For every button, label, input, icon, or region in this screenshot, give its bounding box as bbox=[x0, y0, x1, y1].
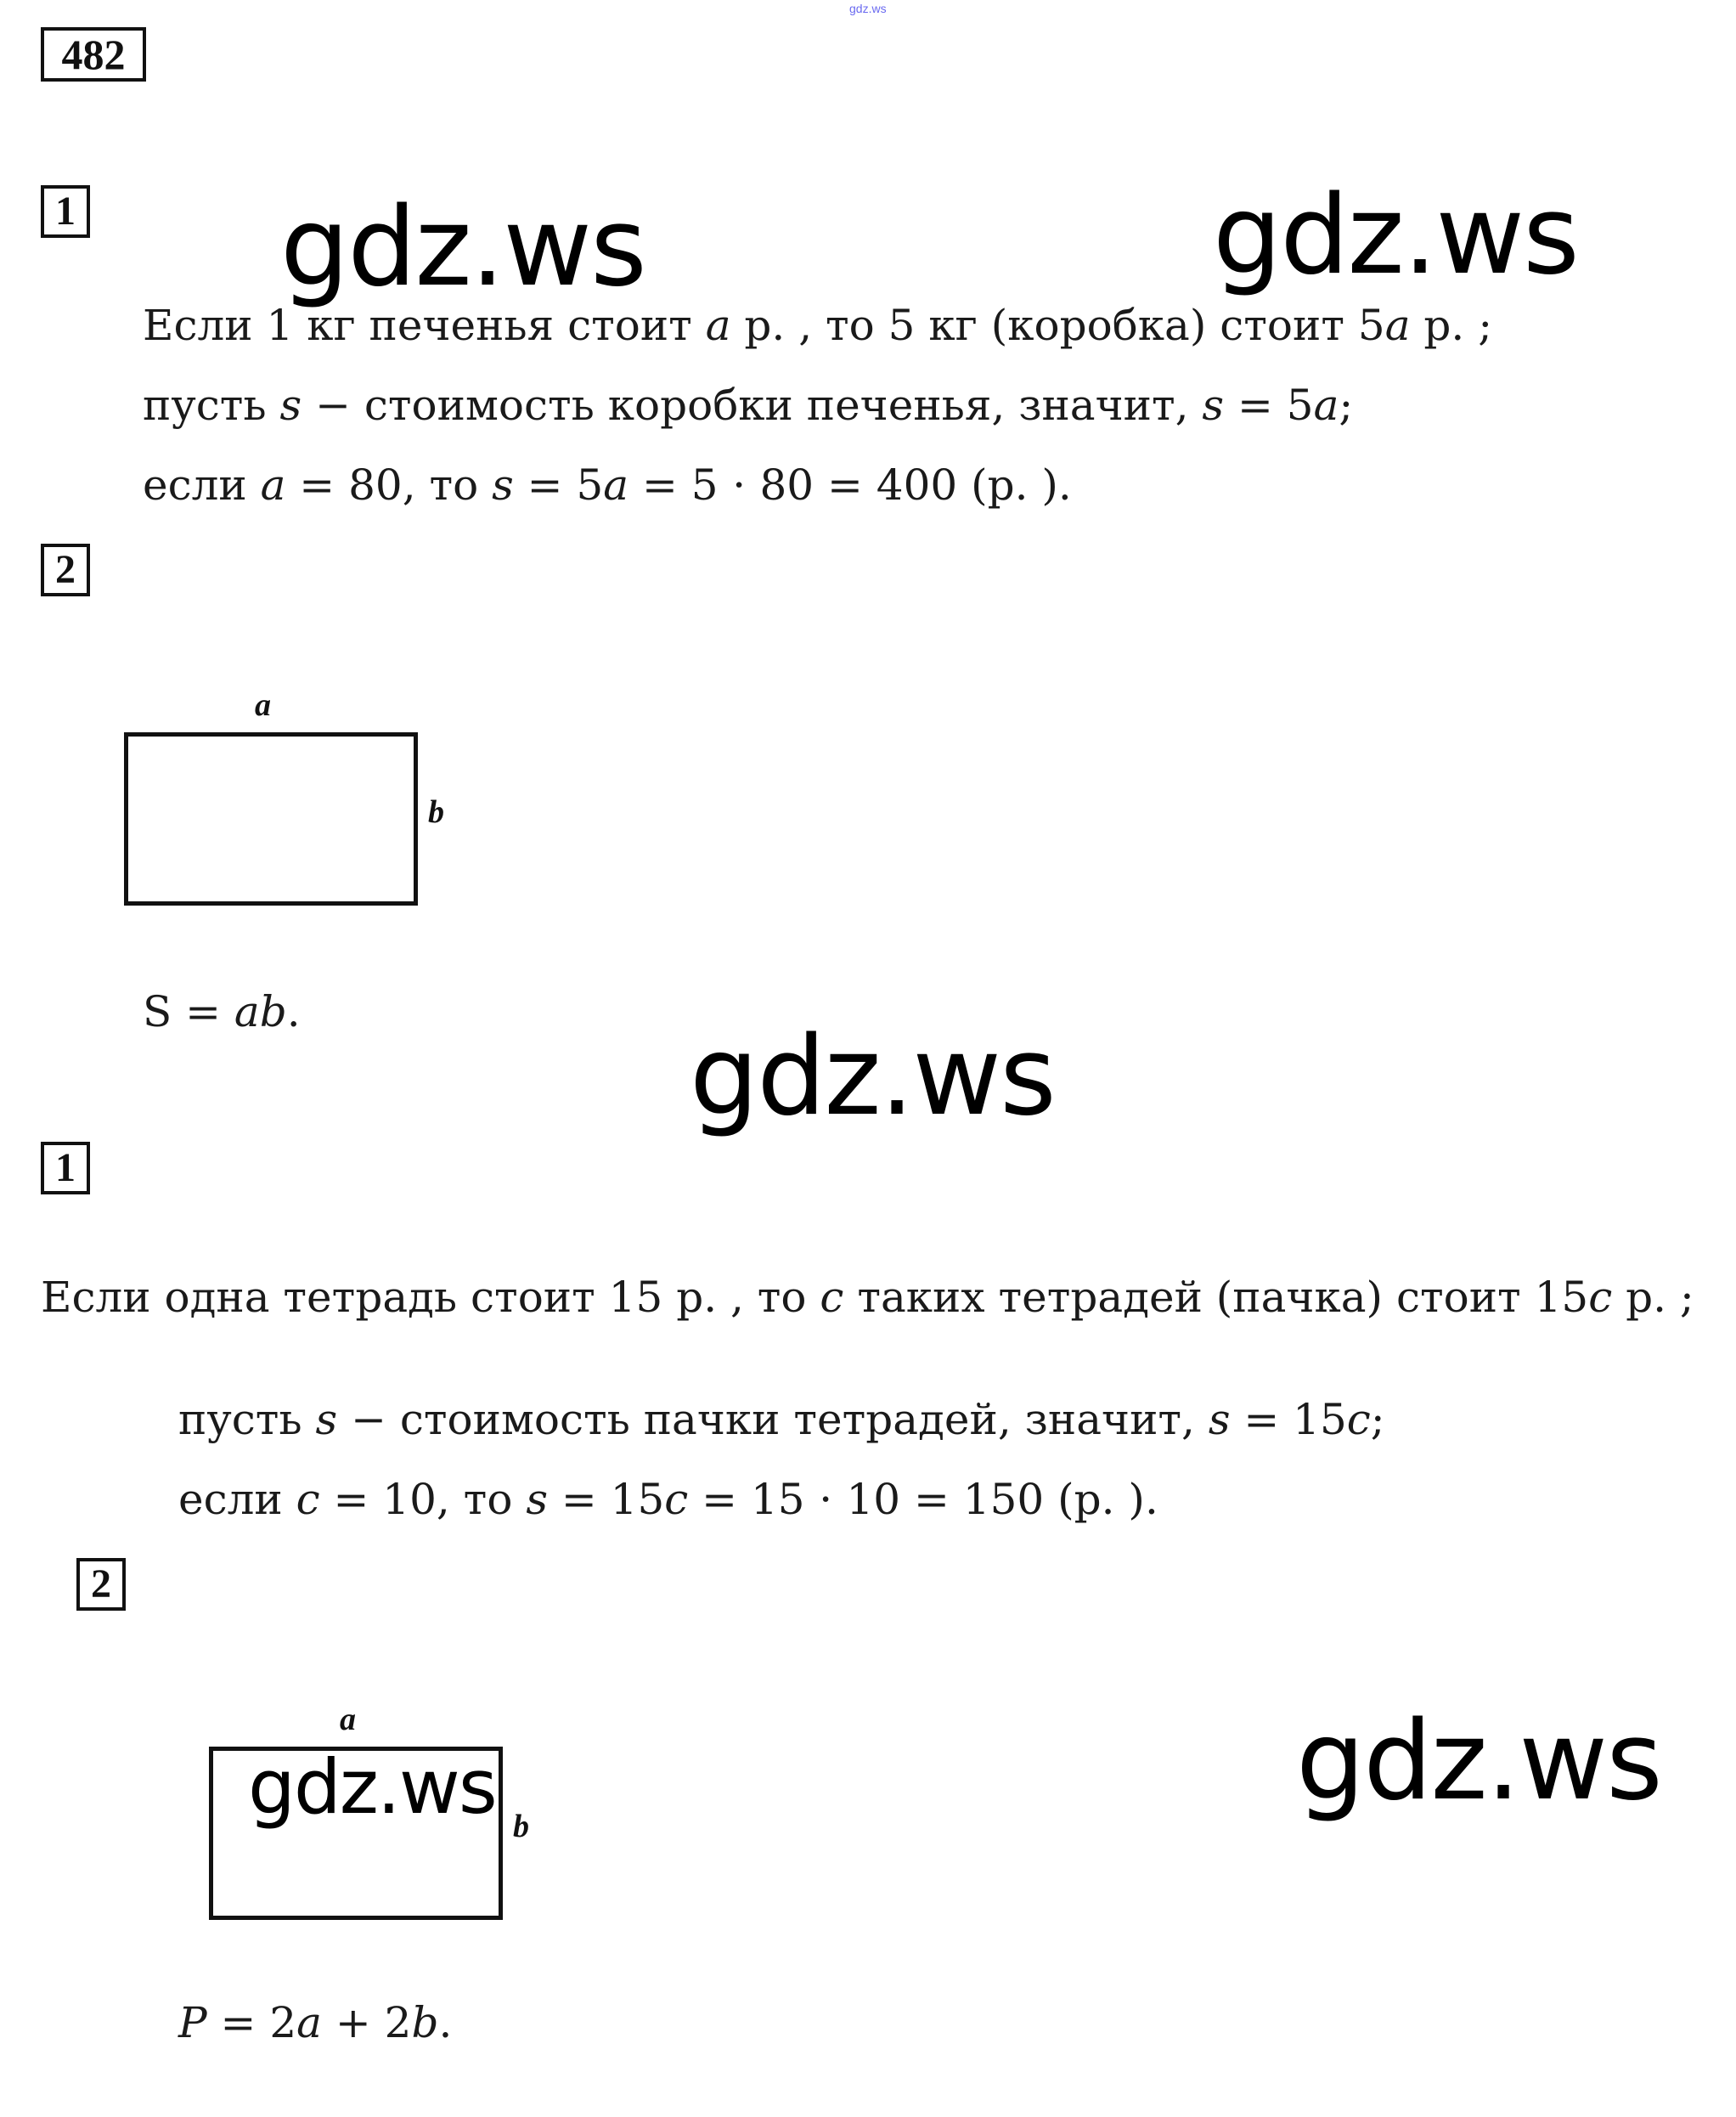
rect-b-label-side: b bbox=[513, 1809, 529, 1844]
top-watermark: gdz.ws bbox=[849, 2, 887, 15]
rectangle-figure-1 bbox=[124, 732, 418, 906]
rect-b-label-top: a bbox=[340, 1702, 356, 1737]
part-b-text-line-3: если 𝑐 = 10, то 𝑠 = 15𝑐 = 15 ⋅ 10 = 150 (р. ). bbox=[178, 1475, 1158, 1524]
part-a-sub2-label: 2 bbox=[41, 544, 90, 596]
part-b-text-line-1: Если одна тетрадь стоит 15 р. , то 𝑐 таких тетрадей (пачка) стоит 15𝑐 р. ; bbox=[41, 1273, 1694, 1322]
part-b-perimeter-formula: 𝑃 = 2𝑎 + 2𝑏. bbox=[178, 1998, 453, 2047]
watermark-4: gdz.ws bbox=[248, 1743, 496, 1831]
rect-a-label-side: b bbox=[428, 794, 444, 830]
part-b-sub1-label: 1 bbox=[41, 1142, 90, 1194]
part-a-text-line-2: пусть 𝑠 − стоимость коробки печенья, значит, 𝑠 = 5𝑎; bbox=[143, 381, 1354, 430]
watermark-5: gdz.ws bbox=[1296, 1698, 1661, 1825]
part-a-area-formula: S = 𝑎𝑏. bbox=[143, 987, 301, 1036]
part-a-sub1-label: 1 bbox=[41, 185, 90, 238]
part-a-text-line-3: если 𝑎 = 80, то 𝑠 = 5𝑎 = 5 ⋅ 80 = 400 (р. ). bbox=[143, 460, 1072, 510]
part-b-sub2-label: 2 bbox=[76, 1558, 126, 1611]
problem-number-box: 482 bbox=[41, 27, 146, 82]
part-b-text-line-2: пусть 𝑠 − стоимость пачки тетрадей, значит, 𝑠 = 15𝑐; bbox=[178, 1395, 1385, 1444]
watermark-2: gdz.ws bbox=[1213, 172, 1578, 299]
watermark-3: gdz.ws bbox=[690, 1013, 1055, 1140]
rect-a-label-top: a bbox=[255, 687, 271, 723]
part-a-text-line-1: Если 1 кг печенья стоит 𝑎 р. , то 5 кг (коробка) стоит 5𝑎 р. ; bbox=[143, 301, 1493, 350]
watermark-1: gdz.ws bbox=[280, 184, 645, 311]
